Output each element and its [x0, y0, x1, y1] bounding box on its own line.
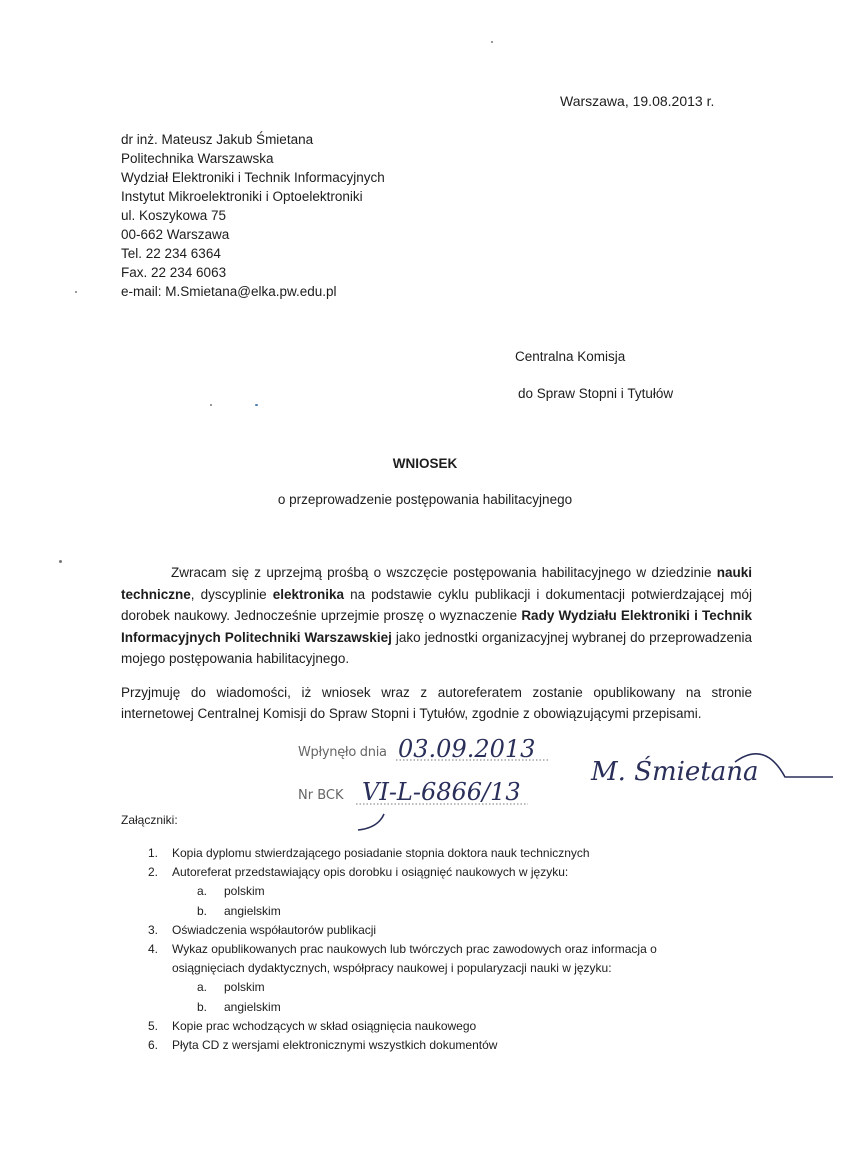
- list-subitem: a. polskim: [197, 980, 265, 995]
- list-item: 6. Płyta CD z wersjami elektronicznymi wszystkich dokumentów: [148, 1038, 498, 1053]
- stamp-bck-number: VI-L-6866/13: [362, 778, 521, 806]
- list-subitem: a. polskim: [197, 884, 265, 899]
- sender-city: 00-662 Warszawa: [121, 227, 230, 242]
- letter-body: [121, 562, 752, 725]
- scan-speck: [210, 404, 212, 406]
- list-item: 3. Oświadczenia współautorów publikacji: [148, 922, 377, 937]
- signature: [585, 722, 835, 815]
- signature-text: M. Śmietana: [591, 757, 759, 787]
- date-line: Warszawa, 19.08.2013 r.: [560, 93, 715, 109]
- request-text-2: , dyscyplinie: [190, 586, 273, 602]
- sender-phone: Tel. 22 234 6364: [121, 246, 221, 261]
- list-subitem: b. angielskim: [197, 999, 281, 1014]
- sender-fax: Fax. 22 234 6063: [121, 265, 227, 280]
- sender-faculty: Wydział Elektroniki i Technik Informacyjnych: [121, 170, 385, 185]
- list-item: 1. Kopia dyplomu stwierdzającego posiadanie stopnia doktora nauk technicznych: [148, 846, 590, 860]
- receipt-stamp: [298, 738, 578, 838]
- sender-email: e-mail: M.Smietana@elka.pw.edu.pl: [121, 284, 337, 299]
- scan-speck: [59, 560, 62, 563]
- stamp-received-date: 03.09.2013: [398, 738, 536, 763]
- attachments-label: Załączniki:: [121, 813, 178, 827]
- list-item-continuation: osiągnięciach dydaktycznych, współpracy naukowej i popularyzacji nauki w języku:: [172, 961, 612, 976]
- request-text-4: jako jednostki organizacyjnej wybranej do przeprowadzenia mojego postępowania habilitacyjnego.: [121, 629, 752, 666]
- stamp-bck-label: Nr BCK: [298, 788, 344, 803]
- sender-institute: Instytut Mikroelektroniki i Optoelektroniki: [121, 189, 363, 204]
- stamp-handwriting: [298, 738, 578, 838]
- document-subtitle: o przeprowadzenie postępowania habilitacyjnego: [277, 492, 573, 507]
- list-subitem: b. angielskim: [197, 903, 281, 918]
- list-item: 2. Autoreferat przedstawiający opis dorobku i osiągnięć naukowych w języku:: [148, 865, 569, 880]
- recipient-line-2: do Spraw Stopni i Tytułów: [518, 386, 674, 401]
- field-of-science: nauki techniczne: [121, 565, 752, 602]
- recipient-line-1: Centralna Komisja: [515, 349, 626, 364]
- sender-name: dr inż. Mateusz Jakub Śmietana: [121, 132, 314, 147]
- scan-speck: [75, 291, 77, 293]
- stamp-received-label: Wpłynęło dnia: [298, 745, 387, 760]
- request-paragraph: [121, 562, 752, 670]
- sender-address-block: [121, 130, 385, 301]
- sender-university: Politechnika Warszawska: [121, 151, 274, 166]
- request-text-3: na podstawie cyklu publikacji i dokumentacji potwierdzającej mój dorobek naukowy. Jednocześnie uprzejmie proszę o wyznaczenie: [121, 586, 752, 623]
- sender-street: ul. Koszykowa 75: [121, 208, 227, 223]
- scan-speck: [491, 41, 493, 43]
- document-title: WNIOSEK: [392, 456, 458, 471]
- faculty-council: Rady Wydziału Elektroniki i Technik Informacyjnych Politechniki Warszawskiej: [121, 608, 752, 645]
- request-text-1: Zwracam się z uprzejmą prośbą o wszczęcie postępowania habilitacyjnego w dziedzinie: [171, 565, 717, 580]
- list-item: 5. Kopie prac wchodzących w skład osiągnięcia naukowego: [148, 1018, 477, 1033]
- recipient-block: [515, 349, 673, 401]
- attachments-list: [140, 844, 657, 1055]
- list-item: 4. Wykaz opublikowanych prac naukowych lub twórczych prac zawodowych oraz informacja o: [148, 942, 657, 957]
- acknowledgement-paragraph: Przyjmuję do wiadomości, iż wniosek wraz z autoreferatem zostanie opublikowany na stronie internetowej Centralnej Komisji do Spraw Stopni i Tytułów, zgodnie z obowiązującymi przepisami.: [121, 684, 752, 721]
- scan-speck: [255, 404, 258, 406]
- discipline: elektronika: [272, 586, 344, 602]
